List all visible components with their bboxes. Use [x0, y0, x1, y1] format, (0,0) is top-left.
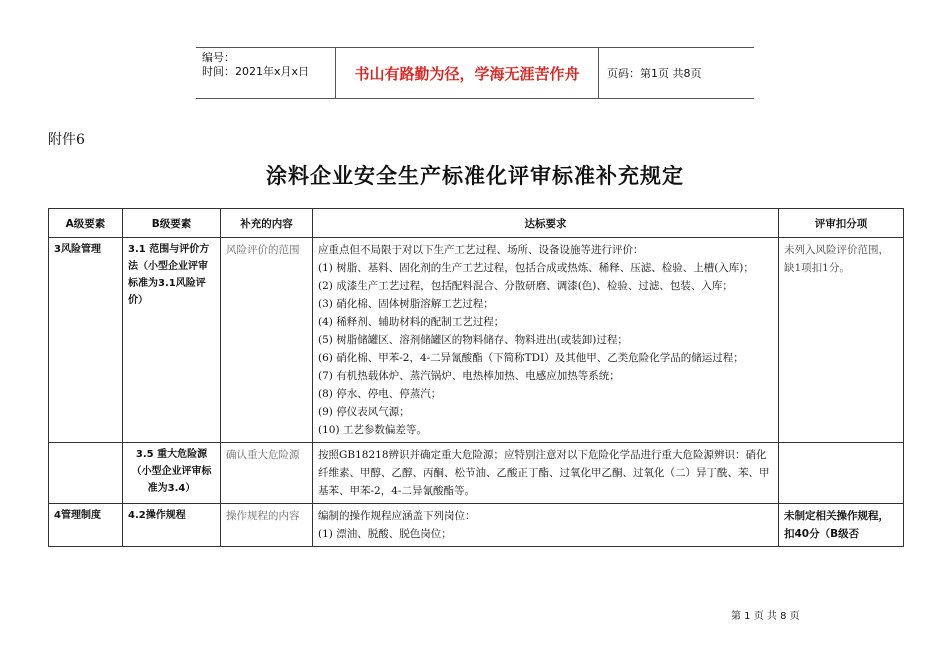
time-label: 时间：2021年x月x日 [202, 65, 310, 78]
requirement-line: (3) 硝化棉、固体树脂溶解工艺过程； [318, 298, 494, 310]
requirement-line: (9) 停仪表风气源； [318, 406, 410, 418]
requirements-cell [313, 443, 779, 504]
document-title: 涂料企业安全生产标准化评审标准补充规定 [266, 164, 684, 188]
table-row [49, 238, 904, 443]
requirement-line: 按照GB18218辨识并确定重大危险源；应特别注意对以下危险化学品进行重大危险源辨识：硝化纤维素、甲醇、乙醇、丙酮、松节油、乙酸正丁酯、过氧化甲乙酮、过氧化（二）异丁酰、苯、甲基苯、甲苯-2，4-二异氰酸酯等。 [318, 449, 770, 497]
header-page-info: 页码：第1页 共8页 [607, 67, 702, 80]
requirements-cell [313, 504, 779, 547]
header-motto: 书山有路勤为径，学海无涯苦作舟 [336, 48, 599, 98]
requirement-line: (2) 成漆生产工艺过程，包括配料混合、分散研磨、调漆(色)、检验、过滤、包装、入库； [318, 280, 733, 292]
a-level-cell: 3风险管理 [49, 238, 123, 443]
standards-table [48, 208, 904, 547]
header-b-level: B级要素 [123, 209, 221, 238]
b-level-cell: 3.1 范围与评价方法（小型企业评审标准为3.1风险评价） [123, 238, 221, 443]
requirement-line: (4) 稀释剂、辅助材料的配制工艺过程； [318, 316, 505, 328]
header-requirements: 达标要求 [313, 209, 779, 238]
b-level-cell: 4.2操作规程 [123, 504, 221, 547]
a-level-cell: 4管理制度 [49, 504, 123, 547]
document-header [196, 47, 754, 99]
requirement-line: 应重点但不局限于对以下生产工艺过程、场所、设备设施等进行评价： [318, 244, 644, 256]
deduction-cell: 未制定相关操作规程，扣40分（B级否 [779, 504, 904, 547]
header-supplement: 补充的内容 [221, 209, 313, 238]
requirement-line: (6) 硝化棉、甲苯-2，4-二异氰酸酯（下简称TDI）及其他甲、乙类危险化学品的储运过程； [318, 352, 744, 364]
a-level-cell [49, 443, 123, 504]
header-a-level: A级要素 [49, 209, 123, 238]
requirement-line: (5) 树脂储罐区、溶剂储罐区的物料储存、物料进出(或装卸)过程； [318, 334, 628, 346]
requirement-line: (8) 停水、停电、停蒸汽； [318, 388, 442, 400]
requirement-line: (1) 树脂、基料、固化剂的生产工艺过程，包括合成或热炼、稀释、压滤、检验、上槽(入库)； [318, 262, 754, 274]
header-meta [196, 48, 336, 98]
requirement-line: (7) 有机热载体炉、蒸汽锅炉、电热棒加热、电感应加热等系统； [318, 370, 620, 382]
number-label: 编号： [202, 51, 235, 64]
requirements-cell [313, 238, 779, 443]
supplement-cell: 操作规程的内容 [221, 504, 313, 547]
table-header-row [49, 209, 904, 238]
attachment-label: 附件6 [48, 132, 85, 148]
requirement-line: 编制的操作规程应涵盖下列岗位： [318, 510, 476, 522]
table-row [49, 504, 904, 547]
table-row [49, 443, 904, 504]
header-deduction: 评审扣分项 [779, 209, 904, 238]
requirement-line: (10) 工艺参数偏差等。 [318, 424, 427, 436]
b-level-cell: 3.5 重大危险源（小型企业评审标准为3.4） [123, 443, 221, 504]
deduction-cell [779, 443, 904, 504]
supplement-cell: 确认重大危险源 [221, 443, 313, 504]
supplement-cell: 风险评价的范围 [221, 238, 313, 443]
requirement-line: (1) 漂油、脱酸、脱色岗位； [318, 528, 452, 540]
page-footer: 第 1 页 共 8 页 [731, 611, 800, 622]
deduction-cell: 未列入风险评价范围，缺1项扣1分。 [779, 238, 904, 443]
